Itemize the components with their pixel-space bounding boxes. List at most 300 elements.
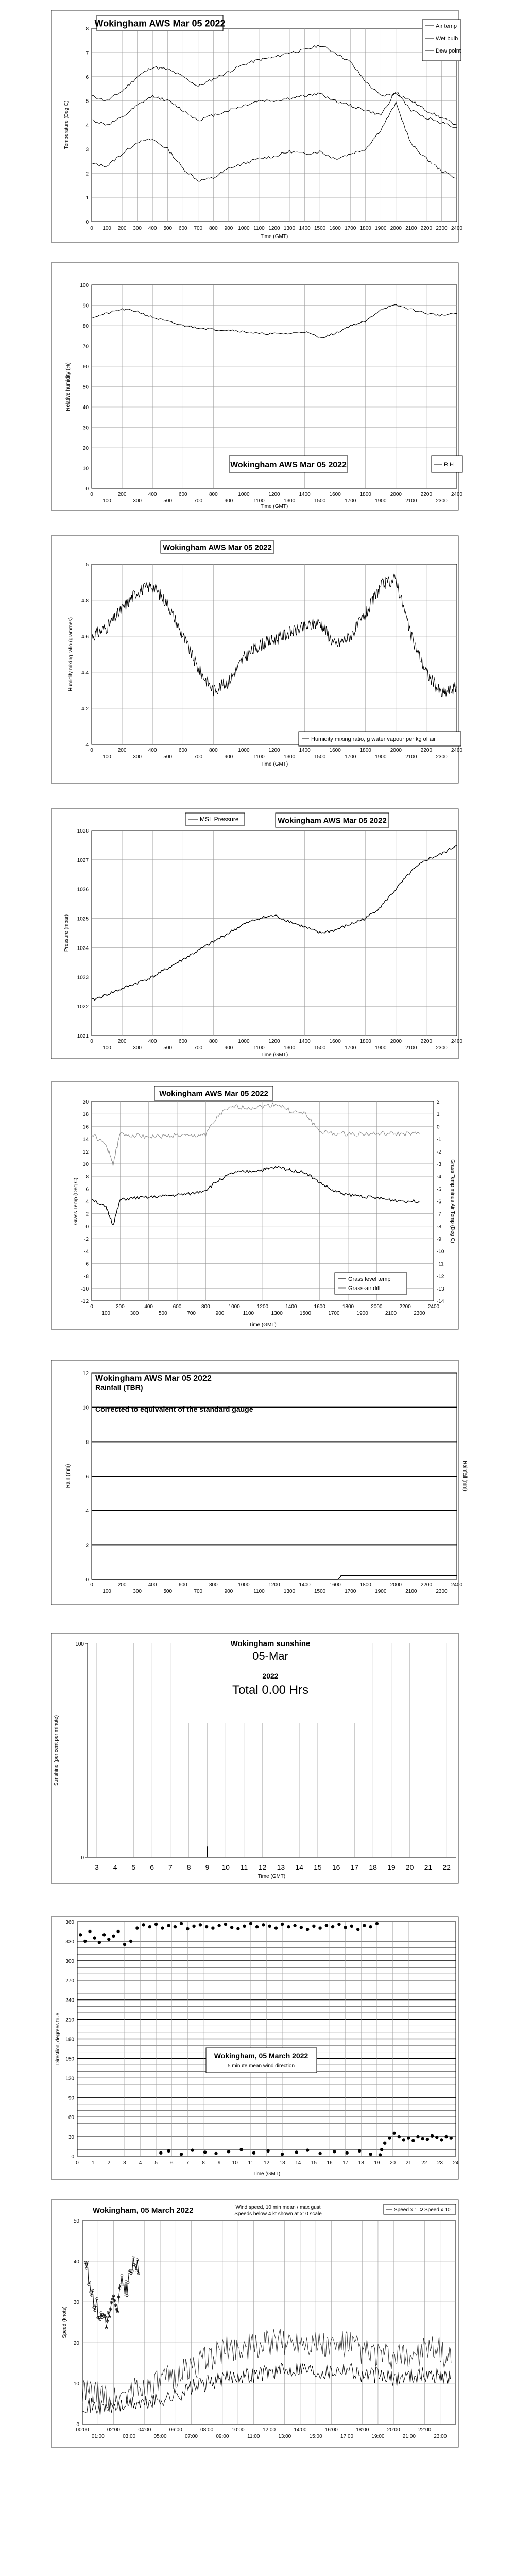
wdir-data-point	[199, 1923, 202, 1926]
mix-xtick-label: 2100	[405, 754, 417, 760]
rh-xtick-label: 400	[148, 492, 157, 497]
pressure-xtick-label: 1500	[314, 1045, 326, 1051]
wdir-data-point	[142, 1923, 145, 1926]
wspd-xtick-label: 08:00	[200, 2427, 214, 2433]
pressure-ytick-label: 1028	[77, 828, 89, 834]
sun-xtick-label: 12	[258, 1863, 267, 1871]
rh-xtick-label: 500	[163, 498, 173, 504]
wdir-ytick-label: 90	[68, 2095, 74, 2102]
grass-ytick-label: 10	[82, 1161, 89, 1167]
rh-ytick-label: 80	[82, 324, 89, 329]
rh-xtick-label: 0	[90, 492, 93, 497]
pressure-x-axis-label: Time (GMT)	[260, 1052, 288, 1058]
rain-xtick-label: 2100	[405, 1589, 417, 1595]
wspd-frame	[52, 2200, 458, 2447]
wdir-data-point	[129, 1940, 132, 1943]
wdir-data-point	[203, 2150, 207, 2154]
rain-frame	[52, 1360, 458, 1605]
grass-xtick-label: 1000	[228, 1304, 240, 1310]
temp-xtick-label: 500	[163, 226, 173, 231]
wdir-ytick-label: 0	[71, 2154, 74, 2160]
wdir-xtick-label: 12	[263, 2160, 270, 2166]
wspd-legend-label: Speed x 10	[424, 2207, 451, 2213]
wdir-data-point	[440, 2138, 443, 2141]
rain-xtick-label: 600	[178, 1582, 187, 1588]
wdir-data-point	[191, 2148, 194, 2151]
temp-xtick-label: 1400	[299, 226, 311, 231]
sun-xtick-label: 17	[350, 1863, 359, 1871]
wdir-xtick-label: 13	[279, 2160, 285, 2166]
grass-ytick-right-label: -7	[437, 1211, 441, 1217]
pressure-y-axis-label: Pressure (mbar)	[64, 914, 70, 952]
rh-xtick-label: 2100	[405, 498, 417, 504]
mix-xtick-label: 200	[117, 748, 127, 753]
mix-chart-title: Wokingham AWS Mar 05 2022	[163, 543, 272, 552]
grass-y-axis-label: Grass Temp (Deg C)	[73, 1177, 79, 1225]
wdir-data-point	[135, 1926, 139, 1929]
wdir-data-point	[421, 2137, 424, 2140]
sun-ytick-label: 0	[81, 1855, 84, 1861]
wdir-data-point	[167, 2149, 170, 2153]
wdir-data-point	[239, 2148, 243, 2151]
wdir-data-point	[383, 2142, 386, 2145]
wdir-data-point	[306, 1928, 309, 1931]
sun-xtick-label: 13	[277, 1863, 285, 1871]
grass-ytick-right-label: -2	[437, 1149, 441, 1155]
rh-xtick-label: 800	[209, 492, 218, 497]
grass-x-axis-label: Time (GMT)	[249, 1322, 277, 1328]
wspd-ytick-label: 20	[73, 2341, 79, 2346]
mix-xtick-label: 1800	[359, 748, 371, 753]
grass-xtick-label: 2400	[427, 1304, 440, 1310]
wdir-y-axis-label: Direction, degrees true	[55, 2012, 61, 2065]
temp-xtick-label: 1500	[314, 226, 326, 231]
wdir-data-point	[363, 1924, 366, 1927]
wspd-ytick-label: 40	[73, 2259, 79, 2265]
grass-ytick-right-label: -9	[437, 1236, 441, 1243]
wdir-data-point	[337, 1923, 340, 1926]
wdir-data-point	[148, 1925, 151, 1928]
wspd-xtick-label: 00:00	[76, 2427, 89, 2433]
grass-ytick-label: -12	[81, 1299, 89, 1304]
rh-xtick-label: 1200	[268, 492, 280, 497]
rh-ytick-label: 60	[82, 364, 89, 370]
rain-xtick-label: 1600	[329, 1582, 341, 1588]
mix-xtick-label: 400	[148, 748, 157, 753]
pressure-ytick-label: 1027	[77, 857, 89, 863]
wdir-xtick-label: 17	[342, 2160, 349, 2166]
temp-xtick-label: 400	[148, 226, 157, 231]
temp-legend-label: Dew point	[436, 48, 461, 54]
pressure-ytick-label: 1022	[77, 1004, 89, 1010]
rain-chart-title: Wokingham AWS Mar 05 2022	[95, 1374, 212, 1383]
wspd-xtick-label: 11:00	[247, 2434, 260, 2439]
mix-xtick-label: 2300	[436, 754, 448, 760]
mix-ytick-label: 4.8	[81, 598, 89, 604]
wdir-data-point	[407, 2136, 410, 2139]
temp-xtick-label: 2000	[390, 226, 402, 231]
mix-xtick-label: 300	[133, 754, 142, 760]
wdir-data-point	[112, 1935, 115, 1938]
pressure-xtick-label: 1900	[375, 1045, 387, 1051]
pressure-ytick-label: 1023	[77, 975, 89, 981]
temp-ytick-label: 4	[85, 123, 89, 129]
rain-xtick-label: 200	[117, 1582, 127, 1588]
wdir-ytick-label: 210	[65, 2017, 74, 2023]
wdir-data-point	[392, 2132, 396, 2135]
pressure-xtick-label: 2200	[420, 1039, 433, 1044]
pressure-xtick-label: 600	[178, 1039, 187, 1044]
pressure-frame	[52, 809, 458, 1059]
sun-chart-title: Wokingham sunshine	[230, 1639, 311, 1648]
wdir-data-point	[180, 2153, 183, 2156]
grass-xtick-label: 1500	[299, 1311, 312, 1316]
temp-xtick-label: 700	[194, 226, 203, 231]
grass-ytick-label: 0	[85, 1224, 89, 1230]
wspd-xtick-label: 20:00	[387, 2427, 400, 2433]
wspd-xtick-label: 18:00	[356, 2427, 369, 2433]
wspd-chart-subtitle-2: Speeds below 4 kt shown at x10 scale	[234, 2211, 322, 2217]
grass-ytick-right-label: -11	[437, 1261, 444, 1267]
wspd-ytick-label: 50	[73, 2218, 79, 2224]
grass-xtick-label: 1300	[271, 1311, 283, 1316]
wdir-data-point	[295, 2150, 298, 2154]
wspd-xtick-label: 23:00	[434, 2434, 447, 2439]
wspd-chart-subtitle-1: Wind speed, 10 min mean / max gust	[235, 2205, 321, 2210]
sun-xtick-label: 22	[442, 1863, 451, 1871]
rh-xtick-label: 1000	[238, 492, 250, 497]
grass-ytick-label: 20	[82, 1099, 89, 1105]
wdir-xtick-label: 24	[453, 2160, 459, 2166]
wdir-data-point	[388, 2136, 391, 2139]
wdir-xtick-label: 4	[139, 2160, 142, 2166]
grass-ytick-right-label: -8	[437, 1224, 441, 1230]
grass-xtick-label: 2100	[385, 1311, 397, 1316]
temp-chart-title: Wokingham AWS Mar 05 2022	[94, 18, 226, 29]
wdir-data-point	[444, 2135, 448, 2138]
wdir-data-point	[243, 1925, 246, 1928]
wspd-xtick-label: 16:00	[324, 2427, 338, 2433]
rh-xtick-label: 1100	[253, 498, 265, 504]
sun-xtick-label: 11	[240, 1863, 248, 1871]
mix-ytick-label: 4.6	[81, 634, 89, 640]
sun-xtick-label: 10	[221, 1863, 230, 1871]
grass-xtick-label: 700	[187, 1311, 196, 1316]
temp-y-axis-label: Temperature (Deg C)	[64, 100, 70, 149]
mix-xtick-label: 1500	[314, 754, 326, 760]
pressure-chart-title: Wokingham AWS Mar 05 2022	[278, 816, 387, 825]
wdir-xtick-label: 22	[421, 2160, 427, 2166]
pressure-xtick-label: 1000	[238, 1039, 250, 1044]
wdir-data-point	[116, 1930, 119, 1933]
sun-xtick-label: 4	[113, 1863, 117, 1871]
mix-xtick-label: 1700	[345, 754, 356, 760]
grass-chart-title: Wokingham AWS Mar 05 2022	[159, 1089, 268, 1098]
pressure-xtick-label: 0	[90, 1039, 93, 1044]
pressure-xtick-label: 1200	[268, 1039, 280, 1044]
rain-xtick-label: 2400	[451, 1582, 463, 1588]
temp-xtick-label: 300	[133, 226, 142, 231]
grass-ytick-label: 16	[82, 1124, 89, 1130]
rh-xtick-label: 1400	[299, 492, 311, 497]
wdir-xtick-label: 7	[186, 2160, 190, 2166]
rh-xtick-label: 1900	[375, 498, 387, 504]
sun-xtick-label: 15	[314, 1863, 322, 1871]
pressure-xtick-label: 1100	[253, 1045, 265, 1051]
grass-xtick-label: 2000	[371, 1304, 383, 1310]
wdir-xtick-label: 19	[374, 2160, 380, 2166]
wdir-xtick-label: 0	[76, 2160, 79, 2166]
wdir-data-point	[205, 1925, 208, 1928]
wdir-data-point	[435, 2136, 438, 2139]
pressure-xtick-label: 1400	[299, 1039, 311, 1044]
temp-ytick-label: 2	[85, 171, 89, 177]
wdir-data-point	[161, 1926, 164, 1929]
grass-xtick-label: 1600	[314, 1304, 325, 1310]
mix-xtick-label: 600	[178, 748, 187, 753]
mix-xtick-label: 1300	[283, 754, 296, 760]
wspd-xtick-label: 19:00	[371, 2434, 385, 2439]
wdir-data-point	[249, 1922, 252, 1925]
temp-xtick-label: 1300	[283, 226, 296, 231]
temp-x-axis-label: Time (GMT)	[260, 234, 288, 240]
pressure-xtick-label: 2300	[436, 1045, 448, 1051]
wspd-xtick-label: 12:00	[262, 2427, 276, 2433]
rain-y-axis-label: Rain (mm)	[65, 1464, 71, 1488]
mix-ytick-label: 4.4	[81, 670, 89, 676]
temp-xtick-label: 1700	[345, 226, 356, 231]
pressure-xtick-label: 100	[102, 1045, 111, 1051]
rain-xtick-label: 700	[194, 1589, 203, 1595]
grass-ytick-right-label: -1	[437, 1137, 441, 1143]
temp-xtick-label: 200	[117, 226, 127, 231]
temp-xtick-label: 2100	[405, 226, 417, 231]
rh-ytick-label: 20	[82, 446, 89, 451]
sun-y-axis-label: Sunshine (per cent per minute)	[54, 1715, 59, 1786]
wdir-data-point	[167, 1924, 170, 1927]
wspd-xtick-label: 07:00	[184, 2434, 198, 2439]
rain-xtick-label: 800	[209, 1582, 218, 1588]
wspd-ytick-label: 0	[76, 2422, 79, 2428]
sun-xtick-label: 20	[405, 1863, 414, 1871]
rain-ytick-label: 4	[85, 1508, 89, 1514]
mix-x-axis-label: Time (GMT)	[260, 761, 288, 767]
temp-xtick-label: 2300	[436, 226, 448, 231]
grass-ytick-right-label: -10	[437, 1249, 444, 1255]
wdir-data-point	[325, 1924, 328, 1927]
wdir-ytick-label: 360	[65, 1920, 74, 1925]
wspd-xtick-label: 13:00	[278, 2434, 291, 2439]
mix-xtick-label: 900	[224, 754, 233, 760]
mix-xtick-label: 1100	[253, 754, 265, 760]
wdir-data-point	[268, 1925, 271, 1928]
wdir-data-point	[431, 2134, 434, 2138]
pressure-xtick-label: 200	[117, 1039, 127, 1044]
rain-xtick-label: 900	[224, 1589, 233, 1595]
wdir-data-point	[214, 2152, 217, 2155]
wspd-y-axis-label: Speed (knots)	[62, 2306, 67, 2338]
grass-ytick-label: -8	[84, 1274, 89, 1280]
wdir-data-point	[123, 1943, 126, 1946]
sun-xtick-label: 7	[168, 1863, 173, 1871]
sun-xtick-label: 5	[131, 1863, 136, 1871]
wdir-data-point	[300, 1926, 303, 1929]
temp-legend-label: Wet bulb	[436, 36, 458, 42]
rh-xtick-label: 1600	[329, 492, 341, 497]
wdir-data-point	[102, 1933, 106, 1936]
grass-xtick-label: 400	[144, 1304, 153, 1310]
wdir-xtick-label: 1	[91, 2160, 95, 2166]
sun-xtick-label: 16	[332, 1863, 340, 1871]
mix-ytick-label: 5	[85, 562, 89, 568]
rain-xtick-label: 2300	[436, 1589, 448, 1595]
grass-legend-label: Grass-air diff	[348, 1285, 381, 1292]
wdir-ytick-label: 120	[65, 2076, 74, 2082]
wspd-xtick-label: 21:00	[402, 2434, 416, 2439]
rain-y-axis-label-right: Rainfall (mm)	[462, 1461, 468, 1492]
wdir-data-point	[356, 1928, 359, 1931]
wdir-data-point	[416, 2135, 419, 2138]
rh-xtick-label: 1500	[314, 498, 326, 504]
sun-xtick-label: 3	[94, 1863, 99, 1871]
rh-ytick-label: 10	[82, 466, 89, 472]
rh-ytick-label: 30	[82, 425, 89, 431]
rain-ytick-label: 12	[82, 1371, 89, 1377]
grass-ytick-right-label: 2	[437, 1099, 440, 1105]
wdir-data-point	[186, 1927, 189, 1930]
grass-y-axis-label-right: Grass Temp minus Air Temp (Deg C)	[450, 1159, 455, 1243]
grass-ytick-right-label: -5	[437, 1187, 441, 1193]
sun-total-label: Total 0.00 Hrs	[232, 1683, 309, 1697]
sun-xtick-label: 18	[369, 1863, 377, 1871]
grass-xtick-label: 100	[101, 1311, 111, 1316]
temp-xtick-label: 900	[224, 226, 233, 231]
mix-ytick-label: 4.2	[81, 706, 89, 712]
grass-xtick-label: 800	[201, 1304, 210, 1310]
mix-xtick-label: 700	[194, 754, 203, 760]
mix-xtick-label: 0	[90, 748, 93, 753]
rain-ytick-label: 8	[85, 1439, 89, 1446]
temp-ytick-label: 0	[85, 219, 89, 225]
wdir-ytick-label: 30	[68, 2134, 74, 2141]
mix-xtick-label: 1900	[375, 754, 387, 760]
sun-xtick-label: 8	[186, 1863, 191, 1871]
wdir-x-axis-label: Time (GMT)	[252, 2171, 281, 2177]
wdir-data-point	[450, 2136, 453, 2139]
wdir-data-point	[281, 1923, 284, 1926]
pressure-ytick-label: 1021	[77, 1033, 89, 1039]
wdir-data-point	[266, 2149, 269, 2153]
sun-xtick-label: 6	[150, 1863, 154, 1871]
wspd-xtick-label: 03:00	[123, 2434, 136, 2439]
wdir-data-point	[211, 1926, 214, 1929]
wdir-data-point	[318, 1926, 321, 1929]
grass-xtick-label: 200	[115, 1304, 125, 1310]
wdir-data-point	[236, 1927, 239, 1930]
pressure-xtick-label: 900	[224, 1045, 233, 1051]
temp-ytick-label: 7	[85, 50, 89, 56]
wspd-xtick-label: 02:00	[107, 2427, 120, 2433]
rh-ytick-label: 40	[82, 405, 89, 411]
pressure-xtick-label: 2400	[451, 1039, 463, 1044]
grass-xtick-label: 1700	[328, 1311, 340, 1316]
rh-xtick-label: 2400	[451, 492, 463, 497]
temp-ytick-label: 8	[85, 26, 89, 32]
wdir-xtick-label: 14	[295, 2160, 301, 2166]
wdir-ytick-label: 330	[65, 1939, 74, 1945]
mix-xtick-label: 2000	[390, 748, 402, 753]
grass-ytick-right-label: -6	[437, 1199, 441, 1205]
grass-ytick-right-label: -14	[437, 1299, 444, 1304]
grass-xtick-label: 2200	[399, 1304, 411, 1310]
wdir-data-point	[224, 1923, 227, 1926]
rh-xtick-label: 1700	[345, 498, 356, 504]
sun-year-label: 2022	[262, 1672, 279, 1680]
wdir-data-point	[379, 2153, 382, 2156]
wdir-xtick-label: 3	[123, 2160, 126, 2166]
rain-xtick-label: 2000	[390, 1582, 402, 1588]
temp-xtick-label: 100	[102, 226, 111, 231]
wspd-legend-label: Speed x 1	[394, 2207, 418, 2213]
wspd-xtick-label: 09:00	[216, 2434, 229, 2439]
grass-ytick-label: 8	[85, 1174, 89, 1180]
rh-xtick-label: 2000	[390, 492, 402, 497]
grass-xtick-label: 1200	[256, 1304, 269, 1310]
wspd-xtick-label: 01:00	[91, 2434, 105, 2439]
rh-y-axis-label: Relative humidity (%)	[65, 362, 71, 411]
mix-xtick-label: 1600	[329, 748, 341, 753]
wdir-data-point	[331, 1925, 334, 1928]
grass-xtick-label: 1900	[356, 1311, 368, 1316]
wdir-xtick-label: 5	[154, 2160, 158, 2166]
sun-xtick-label: 14	[295, 1863, 303, 1871]
sun-x-axis-label: Time (GMT)	[258, 1874, 286, 1879]
wdir-data-point	[375, 1922, 379, 1925]
rain-xtick-label: 300	[133, 1589, 142, 1595]
rh-xtick-label: 200	[117, 492, 127, 497]
wdir-data-point	[350, 1925, 353, 1928]
wspd-chart-title: Wokingham, 05 March 2022	[93, 2206, 194, 2215]
wspd-xtick-label: 04:00	[138, 2427, 151, 2433]
mix-xtick-label: 1400	[299, 748, 311, 753]
wdir-xtick-label: 16	[327, 2160, 333, 2166]
temp-frame	[52, 10, 458, 242]
wdir-data-point	[227, 2150, 230, 2153]
wdir-data-point	[83, 1940, 87, 1943]
mix-ytick-label: 4	[85, 742, 89, 748]
rain-xtick-label: 1700	[345, 1589, 356, 1595]
rain-xtick-label: 100	[102, 1589, 111, 1595]
rh-ytick-label: 70	[82, 344, 89, 350]
rh-legend-label: R.H	[444, 462, 454, 468]
pressure-ytick-label: 1025	[77, 916, 89, 922]
wdir-data-point	[306, 2148, 309, 2151]
wdir-data-point	[98, 1941, 101, 1944]
rh-frame	[52, 263, 458, 510]
wdir-data-point	[180, 1922, 183, 1925]
pressure-ytick-label: 1024	[77, 945, 89, 952]
sun-ytick-label: 100	[75, 1641, 84, 1647]
grass-ytick-label: 6	[85, 1187, 89, 1193]
wdir-data-point	[88, 1930, 91, 1933]
rain-xtick-label: 1400	[299, 1582, 311, 1588]
wdir-data-point	[369, 2153, 372, 2156]
wdir-data-point	[333, 2150, 336, 2153]
grass-xtick-label: 500	[158, 1311, 167, 1316]
wdir-data-point	[262, 1923, 265, 1926]
wdir-data-point	[230, 1926, 233, 1929]
wdir-xtick-label: 9	[217, 2160, 221, 2166]
